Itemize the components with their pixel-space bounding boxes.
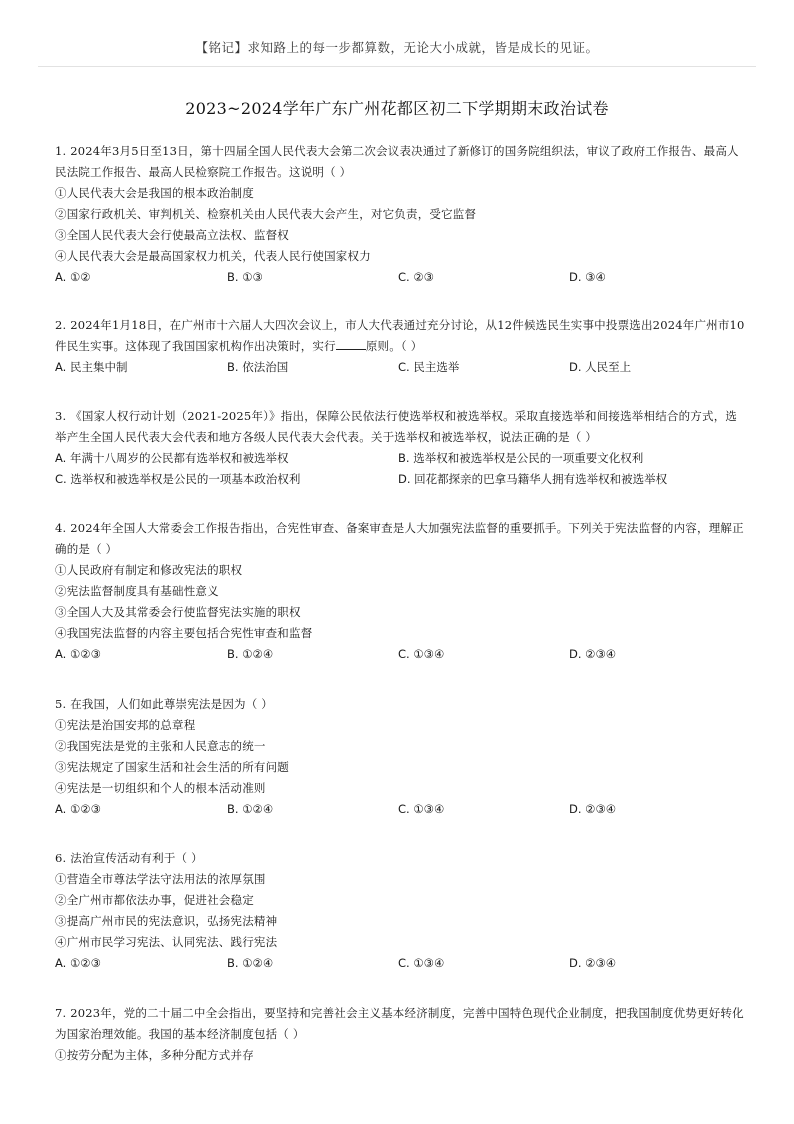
fill-blank bbox=[336, 337, 366, 350]
option-b[interactable]: B. ①③ bbox=[227, 270, 263, 284]
option-a[interactable]: A. ①② bbox=[55, 270, 91, 284]
paper-title: 2023~2024学年广东广州花都区初二下学期期末政治试卷 bbox=[185, 99, 609, 118]
option-a[interactable]: A. ①②③ bbox=[55, 956, 101, 970]
statement: ②宪法监督制度具有基础性意义 bbox=[55, 584, 219, 598]
option-b[interactable]: B. 选举权和被选举权是公民的一项重要文化权利 bbox=[398, 451, 644, 465]
option-d[interactable]: D. ②③④ bbox=[569, 647, 617, 661]
statement: ③宪法规定了国家生活和社会生活的所有问题 bbox=[55, 760, 289, 774]
option-c[interactable]: C. ①③④ bbox=[398, 802, 445, 816]
answer-options bbox=[55, 953, 745, 974]
question-2 bbox=[55, 315, 745, 378]
question-3 bbox=[55, 406, 745, 490]
question-stem: 1. 2024年3月5日至13日，第十四届全国人民代表大会第二次会议表决通过了新修订的国务院组织法，审议了政府工作报告、最高人民法院工作报告、最高人民检察院工作报告。这说明（ ） bbox=[55, 144, 739, 179]
option-b[interactable]: B. ①②④ bbox=[227, 802, 274, 816]
statement: ②我国宪法是党的主张和人民意志的统一 bbox=[55, 739, 266, 753]
statement: ②全广州市都依法办事，促进社会稳定 bbox=[55, 893, 254, 907]
statement: ③全国人大及其常委会行使监督宪法实施的职权 bbox=[55, 605, 301, 619]
statement: ③全国人民代表大会行使最高立法权、监督权 bbox=[55, 228, 289, 242]
question-7 bbox=[55, 1003, 745, 1066]
stem-before-blank: 2. 2024年1月18日，在广州市十六届人大四次会议上，市人大代表通过充分讨论，从12件候选民生实事中投票选出2024年广州市10件民生实事。这体现了我国国家机构作出决策时，实行 bbox=[55, 318, 745, 353]
statement: ④广州市民学习宪法、认同宪法、践行宪法 bbox=[55, 935, 278, 949]
option-a[interactable]: A. ①②③ bbox=[55, 802, 101, 816]
statement: ③提高广州市民的宪法意识，弘扬宪法精神 bbox=[55, 914, 278, 928]
option-d[interactable]: D. 人民至上 bbox=[569, 360, 632, 374]
answer-options bbox=[55, 357, 745, 378]
answer-options bbox=[55, 799, 745, 820]
option-c[interactable]: C. 选举权和被选举权是公民的一项基本政治权利 bbox=[55, 472, 301, 486]
answer-options bbox=[55, 644, 745, 665]
option-b[interactable]: B. ①②④ bbox=[227, 647, 274, 661]
question-stem: 7. 2023年，党的二十届二中全会指出，要坚持和完善社会主义基本经济制度，完善中国特色现代企业制度，把我国制度优势更好转化为国家治理效能。我国的基本经济制度包括（ ） bbox=[55, 1006, 744, 1041]
answer-options-row-1 bbox=[55, 448, 745, 469]
header-divider bbox=[38, 66, 756, 67]
question-5 bbox=[55, 694, 745, 820]
statement: ④宪法是一切组织和个人的根本活动准则 bbox=[55, 781, 266, 795]
option-a[interactable]: A. 民主集中制 bbox=[55, 360, 128, 374]
statement: ①宪法是治国安邦的总章程 bbox=[55, 718, 196, 732]
question-stem: 4. 2024年全国人大常委会工作报告指出，合宪性审查、备案审查是人大加强宪法监督的重要抓手。下列关于宪法监督的内容，理解正确的是（ ） bbox=[55, 521, 744, 556]
option-d[interactable]: D. ②③④ bbox=[569, 956, 617, 970]
option-a[interactable]: A. 年满十八周岁的公民都有选举权和被选举权 bbox=[55, 451, 289, 465]
question-1 bbox=[55, 141, 745, 288]
question-stem: 5. 在我国，人们如此尊崇宪法是因为（ ） bbox=[55, 697, 273, 711]
statement: ①人民政府有制定和修改宪法的职权 bbox=[55, 563, 243, 577]
statement: ①人民代表大会是我国的根本政治制度 bbox=[55, 186, 254, 200]
header-motto: 【铭记】求知路上的每一步都算数，无论大小成就，皆是成长的见证。 bbox=[195, 40, 599, 55]
answer-options bbox=[55, 267, 745, 288]
answer-options-row-2 bbox=[55, 469, 745, 490]
option-d[interactable]: D. ③④ bbox=[569, 270, 606, 284]
statement: ②国家行政机关、审判机关、检察机关由人民代表大会产生，对它负责，受它监督 bbox=[55, 207, 477, 221]
option-a[interactable]: A. ①②③ bbox=[55, 647, 101, 661]
question-4 bbox=[55, 518, 745, 665]
option-b[interactable]: B. ①②④ bbox=[227, 956, 274, 970]
option-c[interactable]: C. ①③④ bbox=[398, 647, 445, 661]
option-c[interactable]: C. ②③ bbox=[398, 270, 434, 284]
option-c[interactable]: C. 民主选举 bbox=[398, 360, 460, 374]
statement: ①营造全市尊法学法守法用法的浓厚氛围 bbox=[55, 872, 266, 886]
option-d[interactable]: D. 回花都探亲的巴拿马籍华人拥有选举权和被选举权 bbox=[398, 472, 668, 486]
statement: ④人民代表大会是最高国家权力机关，代表人民行使国家权力 bbox=[55, 249, 371, 263]
question-6 bbox=[55, 848, 745, 974]
question-stem bbox=[55, 315, 745, 357]
option-d[interactable]: D. ②③④ bbox=[569, 802, 617, 816]
statement: ①按劳分配为主体，多种分配方式并存 bbox=[55, 1048, 254, 1062]
statement: ④我国宪法监督的内容主要包括合宪性审查和监督 bbox=[55, 626, 313, 640]
question-stem: 3. 《国家人权行动计划（2021-2025年）》指出，保障公民依法行使选举权和被选举权。采取直接选举和间接选举相结合的方式，选举产生全国人民代表大会代表和地方各级人民代表大会代表。关于选举权和被选举权，说法正确的是（ ） bbox=[55, 409, 738, 444]
option-c[interactable]: C. ①③④ bbox=[398, 956, 445, 970]
question-stem: 6. 法治宣传活动有利于（ ） bbox=[55, 851, 203, 865]
stem-after-blank: 原则。（ ） bbox=[365, 339, 423, 353]
option-b[interactable]: B. 依法治国 bbox=[227, 360, 289, 374]
